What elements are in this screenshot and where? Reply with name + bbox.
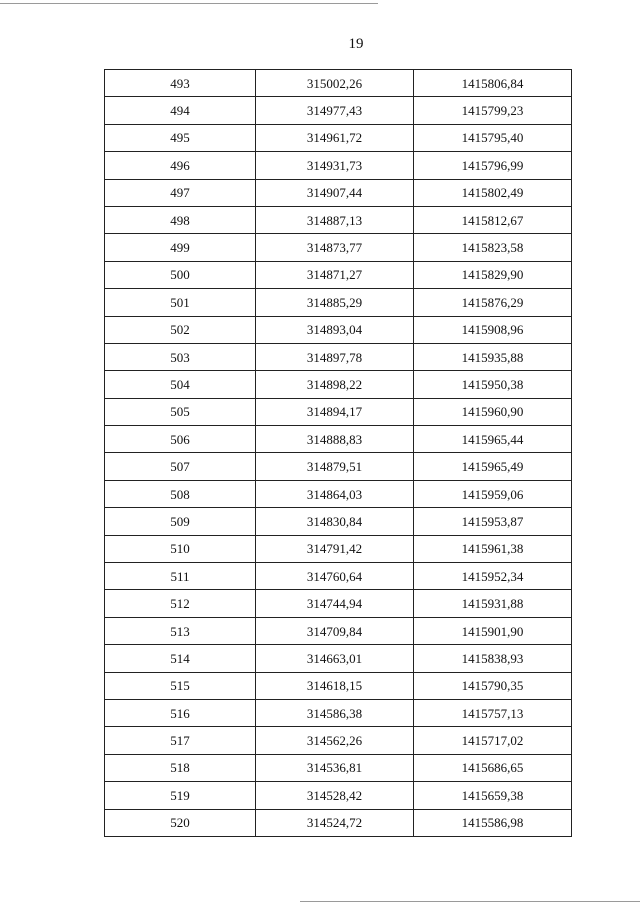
y-coordinate-cell: 1415953,87 [414,508,572,535]
point-number-cell: 512 [105,590,256,617]
point-number-cell: 509 [105,508,256,535]
x-coordinate-cell: 314888,83 [256,426,414,453]
point-number-cell: 495 [105,124,256,151]
x-coordinate-cell: 314618,15 [256,672,414,699]
table-row [105,206,572,233]
point-number-cell: 506 [105,426,256,453]
y-coordinate-cell: 1415965,44 [414,426,572,453]
y-coordinate-cell: 1415812,67 [414,206,572,233]
point-number-cell: 518 [105,754,256,781]
y-coordinate-cell: 1415686,65 [414,754,572,781]
y-coordinate-cell: 1415806,84 [414,70,572,97]
point-number-cell: 499 [105,234,256,261]
point-number-cell: 502 [105,316,256,343]
y-coordinate-cell: 1415961,38 [414,535,572,562]
y-coordinate-cell: 1415965,49 [414,453,572,480]
y-coordinate-cell: 1415796,99 [414,152,572,179]
point-number-cell: 514 [105,645,256,672]
y-coordinate-cell: 1415829,90 [414,261,572,288]
y-coordinate-cell: 1415950,38 [414,371,572,398]
x-coordinate-cell: 314907,44 [256,179,414,206]
x-coordinate-cell: 314830,84 [256,508,414,535]
x-coordinate-cell: 314864,03 [256,480,414,507]
table-row [105,672,572,699]
table-row [105,179,572,206]
bottom-scan-rule [300,901,640,902]
x-coordinate-cell: 314977,43 [256,97,414,124]
x-coordinate-cell: 314898,22 [256,371,414,398]
y-coordinate-cell: 1415959,06 [414,480,572,507]
point-number-cell: 510 [105,535,256,562]
table-row [105,343,572,370]
table-row [105,152,572,179]
point-number-cell: 511 [105,563,256,590]
table-row [105,289,572,316]
point-number-cell: 503 [105,343,256,370]
table-row [105,371,572,398]
y-coordinate-cell: 1415586,98 [414,809,572,836]
point-number-cell: 508 [105,480,256,507]
table-row [105,590,572,617]
x-coordinate-cell: 314893,04 [256,316,414,343]
y-coordinate-cell: 1415876,29 [414,289,572,316]
x-coordinate-cell: 314885,29 [256,289,414,316]
y-coordinate-cell: 1415799,23 [414,97,572,124]
table-row [105,645,572,672]
y-coordinate-cell: 1415795,40 [414,124,572,151]
table-row [105,480,572,507]
y-coordinate-cell: 1415908,96 [414,316,572,343]
point-number-cell: 516 [105,699,256,726]
table-row [105,398,572,425]
table-row [105,699,572,726]
y-coordinate-cell: 1415790,35 [414,672,572,699]
x-coordinate-cell: 315002,26 [256,70,414,97]
point-number-cell: 504 [105,371,256,398]
coordinates-table [104,69,572,837]
x-coordinate-cell: 314873,77 [256,234,414,261]
y-coordinate-cell: 1415823,58 [414,234,572,261]
point-number-cell: 520 [105,809,256,836]
coordinates-table-container [104,69,572,837]
x-coordinate-cell: 314709,84 [256,617,414,644]
point-number-cell: 500 [105,261,256,288]
point-number-cell: 507 [105,453,256,480]
x-coordinate-cell: 314744,94 [256,590,414,617]
point-number-cell: 513 [105,617,256,644]
point-number-cell: 493 [105,70,256,97]
table-row [105,97,572,124]
x-coordinate-cell: 314871,27 [256,261,414,288]
x-coordinate-cell: 314879,51 [256,453,414,480]
table-row [105,782,572,809]
point-number-cell: 498 [105,206,256,233]
y-coordinate-cell: 1415960,90 [414,398,572,425]
table-row [105,809,572,836]
x-coordinate-cell: 314931,73 [256,152,414,179]
point-number-cell: 519 [105,782,256,809]
top-scan-rule [0,3,378,4]
x-coordinate-cell: 314961,72 [256,124,414,151]
table-row [105,70,572,97]
y-coordinate-cell: 1415659,38 [414,782,572,809]
y-coordinate-cell: 1415952,34 [414,563,572,590]
y-coordinate-cell: 1415757,13 [414,699,572,726]
table-row [105,727,572,754]
page-number: 19 [348,36,364,52]
y-coordinate-cell: 1415838,93 [414,645,572,672]
y-coordinate-cell: 1415717,02 [414,727,572,754]
table-row [105,453,572,480]
y-coordinate-cell: 1415931,88 [414,590,572,617]
y-coordinate-cell: 1415935,88 [414,343,572,370]
table-row [105,124,572,151]
x-coordinate-cell: 314887,13 [256,206,414,233]
y-coordinate-cell: 1415802,49 [414,179,572,206]
point-number-cell: 501 [105,289,256,316]
table-row [105,426,572,453]
table-row [105,508,572,535]
table-row [105,316,572,343]
x-coordinate-cell: 314528,42 [256,782,414,809]
x-coordinate-cell: 314897,78 [256,343,414,370]
x-coordinate-cell: 314760,64 [256,563,414,590]
table-row [105,617,572,644]
x-coordinate-cell: 314536,81 [256,754,414,781]
table-row [105,535,572,562]
x-coordinate-cell: 314663,01 [256,645,414,672]
y-coordinate-cell: 1415901,90 [414,617,572,644]
x-coordinate-cell: 314791,42 [256,535,414,562]
table-row [105,234,572,261]
table-row [105,261,572,288]
point-number-cell: 494 [105,97,256,124]
x-coordinate-cell: 314562,26 [256,727,414,754]
point-number-cell: 496 [105,152,256,179]
table-row [105,754,572,781]
x-coordinate-cell: 314524,72 [256,809,414,836]
point-number-cell: 515 [105,672,256,699]
x-coordinate-cell: 314586,38 [256,699,414,726]
x-coordinate-cell: 314894,17 [256,398,414,425]
table-row [105,563,572,590]
point-number-cell: 505 [105,398,256,425]
point-number-cell: 497 [105,179,256,206]
coordinates-table-body [105,70,572,837]
point-number-cell: 517 [105,727,256,754]
